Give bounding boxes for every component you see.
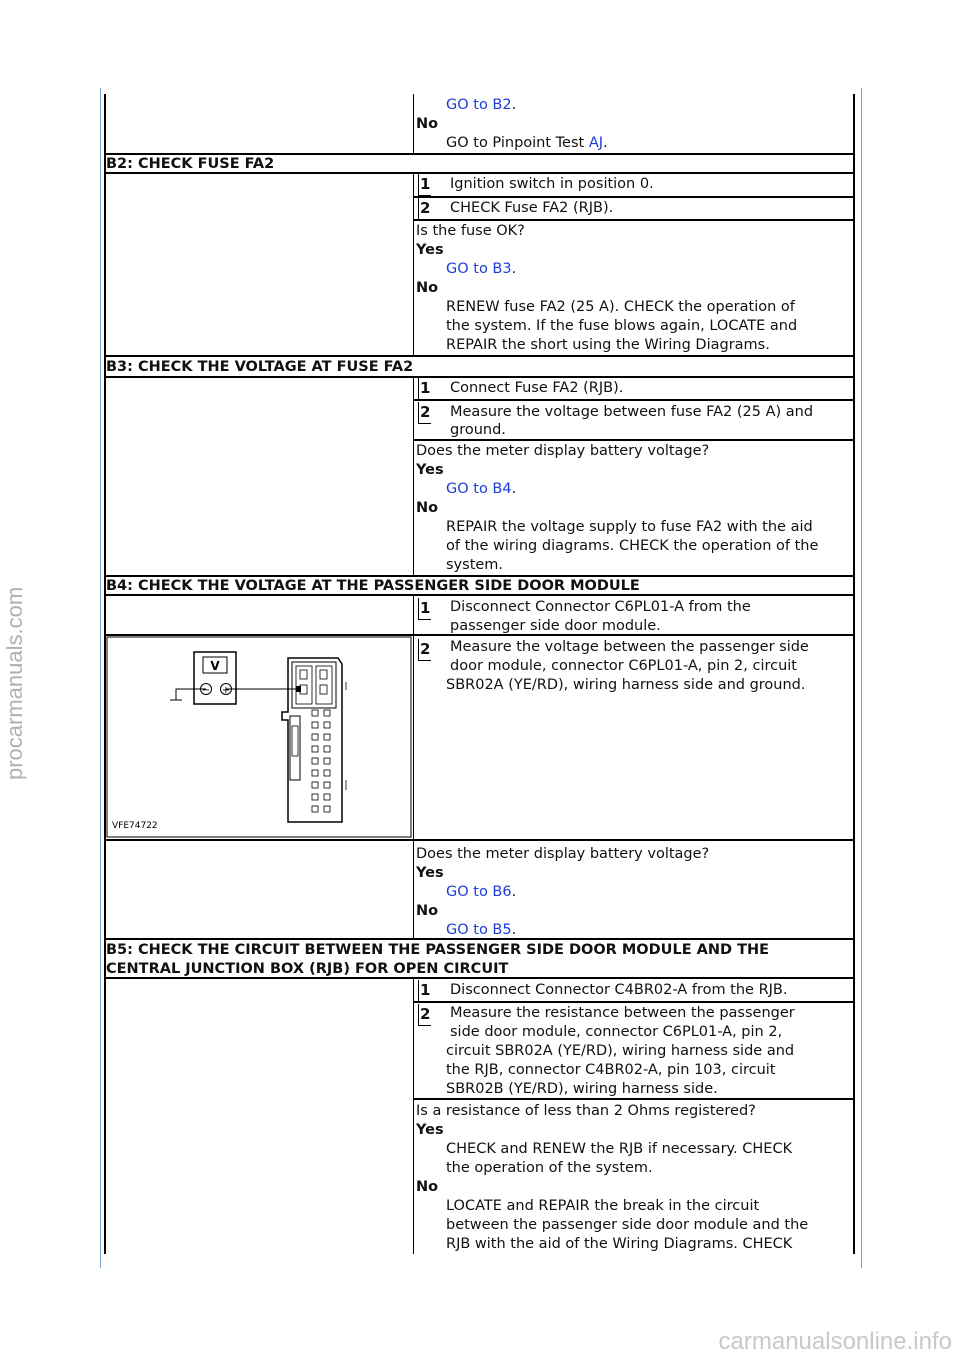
b4-step2-line-3: SBR02A (YE/RD), wiring harness side and ground. xyxy=(446,677,806,693)
goto-pinpoint-line: GO to Pinpoint Test AJ. xyxy=(446,135,608,151)
b3-no-line-2: of the wiring diagrams. CHECK the operation of the xyxy=(446,538,819,554)
b3-step2-line-2: ground. xyxy=(450,422,506,438)
b2-no-line-1: RENEW fuse FA2 (25 A). CHECK the operation of xyxy=(446,299,795,315)
b5-step2-number: 2 xyxy=(420,1005,431,1023)
no-label: No xyxy=(416,116,439,132)
b2-yes-line: GO to B3. xyxy=(446,261,517,277)
b3-question: Does the meter display battery voltage? xyxy=(416,443,710,459)
b4-heading: B4: CHECK THE VOLTAGE AT THE PASSENGER SIDE DOOR MODULE xyxy=(106,578,640,594)
b5-step1-number: 1 xyxy=(420,981,431,999)
b5-no-line-3: RJB with the aid of the Wiring Diagrams. CHECK xyxy=(446,1236,793,1252)
b5-question: Is a resistance of less than 2 Ohms registered? xyxy=(416,1103,756,1119)
pinpoint-aj-link[interactable]: AJ xyxy=(588,135,604,151)
b4-no-line: GO to B5. xyxy=(446,922,517,938)
b4-step1-line-2: passenger side door module. xyxy=(450,618,661,634)
b2-step1-text: Ignition switch in position 0. xyxy=(450,176,654,192)
b2-heading: B2: CHECK FUSE FA2 xyxy=(106,156,275,172)
b5-step2-line-2: side door module, connector C6PL01-A, pin 2, xyxy=(450,1024,783,1040)
watermark-procarmanuals: procarmanuals.com xyxy=(2,586,27,780)
b3-no-line-1: REPAIR the voltage supply to fuse FA2 with the aid xyxy=(446,519,813,535)
b3-step1-text: Connect Fuse FA2 (RJB). xyxy=(450,380,624,396)
b2-step1-number: 1 xyxy=(420,175,431,193)
goto-b2-line: GO to B2. xyxy=(446,97,517,113)
b2-question: Is the fuse OK? xyxy=(416,223,525,239)
connector-diagram xyxy=(106,636,412,838)
b3-no-label: No xyxy=(416,500,439,516)
goto-b6-link[interactable]: GO to B6 xyxy=(446,884,512,900)
meter-minus: − xyxy=(201,685,211,696)
b4-no-label: No xyxy=(416,903,439,919)
b3-step1-number: 1 xyxy=(420,379,431,397)
b3-yes-label: Yes xyxy=(416,462,444,478)
b5-step1-text: Disconnect Connector C4BR02-A from the RJB. xyxy=(450,982,788,998)
b2-step2-number: 2 xyxy=(420,199,431,217)
b5-step2-line-1: Measure the resistance between the passenger xyxy=(450,1005,795,1021)
b5-no-line-1: LOCATE and REPAIR the break in the circuit xyxy=(446,1198,760,1214)
goto-b4-link[interactable]: GO to B4 xyxy=(446,481,512,497)
goto-b2-link[interactable]: GO to B2 xyxy=(446,97,512,113)
b5-yes-line-1: CHECK and RENEW the RJB if necessary. CHECK xyxy=(446,1141,793,1157)
b4-step2-line-1: Measure the voltage between the passenger side xyxy=(450,639,809,655)
goto-b5-link[interactable]: GO to B5 xyxy=(446,922,512,938)
b4-question: Does the meter display battery voltage? xyxy=(416,846,710,862)
b4-step1-line-1: Disconnect Connector C6PL01-A from the xyxy=(450,599,751,615)
b4-step2-line-2: door module, connector C6PL01-A, pin 2, circuit xyxy=(450,658,797,674)
b3-yes-line: GO to B4. xyxy=(446,481,517,497)
b5-no-line-2: between the passenger side door module and the xyxy=(446,1217,809,1233)
b2-no-line-2: the system. If the fuse blows again, LOCATE and xyxy=(446,318,798,334)
b3-step2-line-1: Measure the voltage between fuse FA2 (25 A) and xyxy=(450,404,814,420)
b2-step2-text: CHECK Fuse FA2 (RJB). xyxy=(450,200,614,216)
b5-step2-line-4: the RJB, connector C4BR02-A, pin 103, circuit xyxy=(446,1062,776,1078)
b5-yes-label: Yes xyxy=(416,1122,444,1138)
b5-no-label: No xyxy=(416,1179,439,1195)
b2-no-label: No xyxy=(416,280,439,296)
meter-plus: + xyxy=(221,685,231,696)
b4-step2-number: 2 xyxy=(420,640,431,658)
b5-heading-line-1: B5: CHECK THE CIRCUIT BETWEEN THE PASSENGER SIDE DOOR MODULE AND THE xyxy=(106,942,770,958)
goto-b3-link[interactable]: GO to B3 xyxy=(446,261,512,277)
watermark-carmanualsonline: carmanualsonline.info xyxy=(718,1328,952,1355)
b3-heading: B3: CHECK THE VOLTAGE AT FUSE FA2 xyxy=(106,359,414,375)
b2-no-line-3: REPAIR the short using the Wiring Diagrams. xyxy=(446,337,770,353)
pinpoint-prefix: GO to Pinpoint Test xyxy=(446,135,589,151)
b5-step2-line-5: SBR02B (YE/RD), wiring harness side. xyxy=(446,1081,718,1097)
figure-caption: VFE74722 xyxy=(112,821,158,831)
b4-step1-number: 1 xyxy=(420,599,431,617)
b3-step2-number: 2 xyxy=(420,403,431,421)
b5-heading-line-2: CENTRAL JUNCTION BOX (RJB) FOR OPEN CIRCUIT xyxy=(106,961,509,977)
b4-yes-label: Yes xyxy=(416,865,444,881)
b4-yes-line: GO to B6. xyxy=(446,884,517,900)
meter-label: V xyxy=(210,659,220,673)
b5-yes-line-2: the operation of the system. xyxy=(446,1160,653,1176)
b2-yes-label: Yes xyxy=(416,242,444,258)
b5-step2-line-3: circuit SBR02A (YE/RD), wiring harness side and xyxy=(446,1043,795,1059)
b3-no-line-3: system. xyxy=(446,557,504,573)
